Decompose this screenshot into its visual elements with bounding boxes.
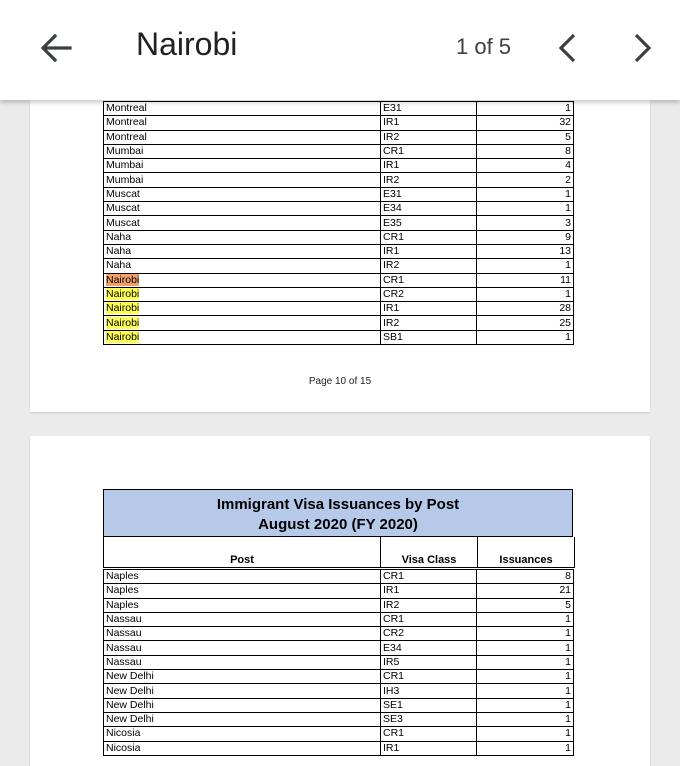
post-cell: Naples bbox=[104, 584, 381, 598]
column-header-issuances: Issuances bbox=[478, 537, 575, 568]
pdf-page-11 bbox=[30, 436, 650, 766]
column-header-visa-class: Visa Class bbox=[381, 537, 478, 568]
next-match-chevron-icon[interactable] bbox=[624, 28, 660, 68]
post-cell: Mumbai bbox=[104, 159, 381, 173]
post-cell bbox=[104, 330, 381, 344]
visa-class-cell: IR1 bbox=[381, 116, 477, 130]
table-row bbox=[104, 273, 574, 287]
visa-class-cell: IR1 bbox=[381, 741, 477, 755]
visa-class-cell: IR2 bbox=[381, 173, 477, 187]
search-match-highlight[interactable]: Nairobi bbox=[106, 316, 140, 329]
post-cell: New Delhi bbox=[104, 670, 381, 684]
table-row bbox=[104, 259, 574, 273]
match-counter: 1 of 5 bbox=[456, 34, 512, 59]
search-query-title[interactable]: Nairobi bbox=[136, 26, 238, 62]
post-cell bbox=[104, 302, 381, 316]
table-row bbox=[104, 302, 574, 316]
previous-match-chevron-icon[interactable] bbox=[550, 28, 586, 68]
visa-class-cell: SE1 bbox=[381, 698, 477, 712]
visa-class-cell: CR2 bbox=[381, 627, 477, 641]
post-cell: Naha bbox=[104, 259, 381, 273]
issuances-cell: 25 bbox=[477, 316, 574, 330]
issuances-cell: 1 bbox=[477, 684, 574, 698]
table-row bbox=[104, 641, 574, 655]
post-cell: Naha bbox=[104, 244, 381, 258]
post-cell: Muscat bbox=[104, 187, 381, 201]
visa-class-cell: CR1 bbox=[381, 230, 477, 244]
visa-class-cell: E31 bbox=[381, 102, 477, 116]
post-cell: Nassau bbox=[104, 612, 381, 626]
post-cell: New Delhi bbox=[104, 712, 381, 726]
find-toolbar bbox=[0, 0, 680, 100]
search-match-highlight[interactable]: Nairobi bbox=[106, 288, 140, 300]
issuances-cell: 1 bbox=[477, 741, 574, 755]
table-row bbox=[104, 330, 574, 344]
search-match-highlight[interactable]: Nairobi bbox=[106, 273, 140, 286]
visa-class-cell: IR1 bbox=[381, 584, 477, 598]
post-cell: Naha bbox=[104, 230, 381, 244]
issuances-cell: 11 bbox=[477, 273, 574, 287]
visa-class-cell: E35 bbox=[381, 216, 477, 230]
visa-issuance-table-page-10 bbox=[103, 101, 574, 345]
table-row bbox=[104, 144, 574, 158]
post-cell: Nassau bbox=[104, 655, 381, 669]
issuances-cell: 2 bbox=[477, 173, 574, 187]
issuances-cell: 4 bbox=[477, 159, 574, 173]
table-row bbox=[104, 570, 574, 584]
issuances-cell: 1 bbox=[477, 698, 574, 712]
visa-class-cell: CR2 bbox=[381, 287, 477, 301]
visa-class-cell: IR2 bbox=[381, 316, 477, 330]
visa-class-cell: IR1 bbox=[381, 302, 477, 316]
issuances-cell: 1 bbox=[477, 627, 574, 641]
post-cell: Nassau bbox=[104, 627, 381, 641]
post-cell bbox=[104, 287, 381, 301]
post-cell: Naples bbox=[104, 570, 381, 584]
visa-class-cell: E31 bbox=[381, 187, 477, 201]
issuances-cell: 3 bbox=[477, 216, 574, 230]
table-row bbox=[104, 202, 574, 216]
issuances-cell: 1 bbox=[477, 612, 574, 626]
search-match-highlight[interactable]: Nairobi bbox=[106, 330, 140, 343]
table-row bbox=[104, 159, 574, 173]
issuances-cell: 1 bbox=[477, 330, 574, 344]
post-cell: Mumbai bbox=[104, 144, 381, 158]
issuances-cell: 1 bbox=[477, 202, 574, 216]
post-cell bbox=[104, 273, 381, 287]
visa-class-cell: CR1 bbox=[381, 727, 477, 741]
post-cell bbox=[104, 316, 381, 330]
table-row bbox=[104, 684, 574, 698]
table-row bbox=[104, 598, 574, 612]
table-row bbox=[104, 130, 574, 144]
report-title-line2: August 2020 (FY 2020) bbox=[258, 516, 418, 533]
issuances-cell: 13 bbox=[477, 244, 574, 258]
table-row bbox=[104, 102, 574, 116]
table-row bbox=[104, 187, 574, 201]
issuances-cell: 1 bbox=[477, 712, 574, 726]
table-row bbox=[104, 316, 574, 330]
issuances-cell: 1 bbox=[477, 670, 574, 684]
table-row bbox=[104, 584, 574, 598]
issuances-cell: 32 bbox=[477, 116, 574, 130]
table-row bbox=[104, 173, 574, 187]
issuances-cell: 28 bbox=[477, 302, 574, 316]
visa-class-cell: IR1 bbox=[381, 244, 477, 258]
table-row bbox=[104, 244, 574, 258]
visa-class-cell: SE3 bbox=[381, 712, 477, 726]
table-row bbox=[104, 612, 574, 626]
search-match-highlight[interactable]: Nairobi bbox=[106, 302, 140, 315]
issuances-cell: 1 bbox=[477, 641, 574, 655]
visa-class-cell: IR5 bbox=[381, 655, 477, 669]
table-row bbox=[104, 216, 574, 230]
issuances-cell: 21 bbox=[477, 584, 574, 598]
visa-class-cell: IR2 bbox=[381, 259, 477, 273]
visa-class-cell: IR2 bbox=[381, 130, 477, 144]
report-title bbox=[103, 489, 573, 537]
visa-class-cell: IR2 bbox=[381, 598, 477, 612]
post-cell: New Delhi bbox=[104, 698, 381, 712]
table-row bbox=[104, 230, 574, 244]
table-row bbox=[104, 712, 574, 726]
post-cell: Montreal bbox=[104, 102, 381, 116]
visa-class-cell: CR1 bbox=[381, 144, 477, 158]
visa-class-cell: CR1 bbox=[381, 570, 477, 584]
visa-class-cell: E34 bbox=[381, 202, 477, 216]
visa-class-cell: IR1 bbox=[381, 159, 477, 173]
post-cell: Muscat bbox=[104, 202, 381, 216]
issuances-cell: 1 bbox=[477, 102, 574, 116]
post-cell: Montreal bbox=[104, 130, 381, 144]
post-cell: New Delhi bbox=[104, 684, 381, 698]
column-header-post: Post bbox=[103, 537, 381, 568]
table-row bbox=[104, 655, 574, 669]
table-row bbox=[104, 670, 574, 684]
visa-class-cell: IH3 bbox=[381, 684, 477, 698]
visa-issuance-table-page-11 bbox=[103, 569, 574, 756]
post-cell: Nicosia bbox=[104, 727, 381, 741]
post-cell: Nicosia bbox=[104, 741, 381, 755]
column-headers bbox=[103, 537, 575, 569]
report-title-line1: Immigrant Visa Issuances by Post bbox=[216, 496, 460, 513]
page-footer: Page 10 of 15 bbox=[308, 376, 372, 387]
issuances-cell: 8 bbox=[477, 144, 574, 158]
post-cell: Muscat bbox=[104, 216, 381, 230]
table-row bbox=[104, 727, 574, 741]
issuances-cell: 9 bbox=[477, 230, 574, 244]
issuances-cell: 5 bbox=[477, 130, 574, 144]
table-row bbox=[104, 116, 574, 130]
visa-class-cell: CR1 bbox=[381, 670, 477, 684]
issuances-cell: 1 bbox=[477, 727, 574, 741]
table-row bbox=[104, 698, 574, 712]
issuances-cell: 1 bbox=[477, 655, 574, 669]
post-cell: Naples bbox=[104, 598, 381, 612]
issuances-cell: 5 bbox=[477, 598, 574, 612]
post-cell: Nassau bbox=[104, 641, 381, 655]
table-row bbox=[104, 287, 574, 301]
post-cell: Mumbai bbox=[104, 173, 381, 187]
visa-class-cell: CR1 bbox=[381, 612, 477, 626]
table-row bbox=[104, 627, 574, 641]
back-arrow-icon[interactable] bbox=[36, 28, 76, 68]
visa-class-cell: E34 bbox=[381, 641, 477, 655]
issuances-cell: 1 bbox=[477, 187, 574, 201]
issuances-cell: 1 bbox=[477, 287, 574, 301]
visa-class-cell: SB1 bbox=[381, 330, 477, 344]
issuances-cell: 1 bbox=[477, 259, 574, 273]
visa-class-cell: CR1 bbox=[381, 273, 477, 287]
table-row bbox=[104, 741, 574, 755]
issuances-cell: 8 bbox=[477, 570, 574, 584]
post-cell: Montreal bbox=[104, 116, 381, 130]
